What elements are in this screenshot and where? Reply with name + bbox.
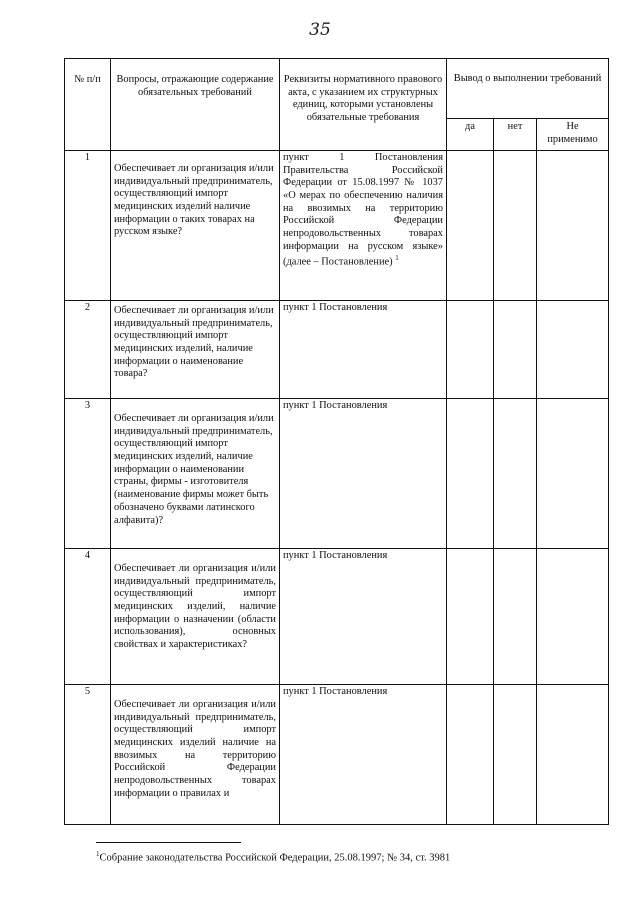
requirements-table <box>64 58 609 825</box>
table-row <box>65 301 609 399</box>
footnote-number: 1 <box>96 850 100 858</box>
answer-na-cell[interactable] <box>537 549 609 685</box>
footnote-text: Собрание законодательства Российской Федерации, 25.08.1997; № 34, ст. 3981 <box>99 852 451 864</box>
legal-reference-cell <box>280 151 447 301</box>
legal-reference-text: пункт 1 Постановления <box>283 400 388 411</box>
table-row <box>65 399 609 549</box>
answer-no-cell[interactable] <box>494 301 537 399</box>
header-yes: да <box>447 119 494 151</box>
row-number: 2 <box>65 301 111 399</box>
answer-yes-cell[interactable] <box>447 301 494 399</box>
answer-yes-cell[interactable] <box>447 151 494 301</box>
footnote-divider <box>96 842 241 843</box>
answer-no-cell[interactable] <box>494 399 537 549</box>
header-legal: Реквизиты нормативного правового акта, с указанием их структурных единиц, которыми установлены обязательные требования <box>280 59 447 151</box>
answer-no-cell[interactable] <box>494 151 537 301</box>
question-cell <box>111 151 280 301</box>
header-questions: Вопросы, отражающие содержание обязательных требований <box>111 59 280 151</box>
answer-na-cell[interactable] <box>537 301 609 399</box>
answer-na-cell[interactable] <box>537 685 609 825</box>
legal-reference-cell <box>280 301 447 399</box>
legal-reference-cell <box>280 399 447 549</box>
legal-reference-text: пункт 1 Постановления <box>283 686 388 697</box>
header-no: нет <box>494 119 537 151</box>
table-row <box>65 685 609 825</box>
header-num: № п/п <box>65 59 111 151</box>
legal-reference-cell <box>280 549 447 685</box>
legal-reference-text: пункт 1 Постановления <box>283 302 388 313</box>
footnote-mark: 1 <box>395 253 399 262</box>
answer-no-cell[interactable] <box>494 549 537 685</box>
answer-na-cell[interactable] <box>537 399 609 549</box>
table-row <box>65 151 609 301</box>
page-number: 35 <box>309 20 331 40</box>
question-cell <box>111 549 280 685</box>
table-row <box>65 549 609 685</box>
header-not-applicable: Не применимо <box>537 119 609 151</box>
answer-yes-cell[interactable] <box>447 685 494 825</box>
question-text: Обеспечивает ли организация и/или индивидуальный предприниматель, осуществляющий импорт медицинских изделий, наличие информации о наименование товара? <box>114 305 274 380</box>
question-cell <box>111 685 280 825</box>
question-cell <box>111 399 280 549</box>
answer-no-cell[interactable] <box>494 685 537 825</box>
question-text: Обеспечивает ли организация и/или индивидуальный предприниматель, осуществляющий импорт медицинских изделий, наличие информации о назначении (области использования), основных свойствах и характеристиках? <box>114 563 276 651</box>
legal-reference-text: пункт 1 Постановления <box>283 550 388 561</box>
legal-reference-cell <box>280 685 447 825</box>
row-number: 3 <box>65 399 111 549</box>
footnote <box>96 850 450 864</box>
question-text: Обеспечивает ли организация и/или индивидуальный предприниматель, осуществляющий импорт медицинских изделий, наличие информации о наименовании страны, фирмы - изготовителя (наименование фирмы может быть обозначено буквами латинского алфавита)? <box>114 413 274 526</box>
question-text: Обеспечивает ли организация и/или индивидуальный предприниматель, осуществляющий импорт медицинских изделий наличие информации о таких товарах на русском языке? <box>114 163 274 238</box>
question-cell <box>111 301 280 399</box>
answer-na-cell[interactable] <box>537 151 609 301</box>
row-number: 5 <box>65 685 111 825</box>
question-text: Обеспечивает ли организация и/или индивидуальный предприниматель, осуществляющий импорт медицинских изделий наличие на ввозимых на территорию Российской Федерации непродовольственных товарах информации о правилах и <box>114 699 276 799</box>
header-result: Вывод о выполнении требований <box>447 59 609 119</box>
answer-yes-cell[interactable] <box>447 399 494 549</box>
row-number: 4 <box>65 549 111 685</box>
answer-yes-cell[interactable] <box>447 549 494 685</box>
row-number: 1 <box>65 151 111 301</box>
legal-reference-text: пункт 1 Постановления Правительства Российской Федерации от 15.08.1997 № 1037 «О мерах по обеспечению наличия на ввозимых на территорию Российской Федерации непродовольственных товарах информации на русском языке» (далее – Постановление) <box>283 152 443 267</box>
